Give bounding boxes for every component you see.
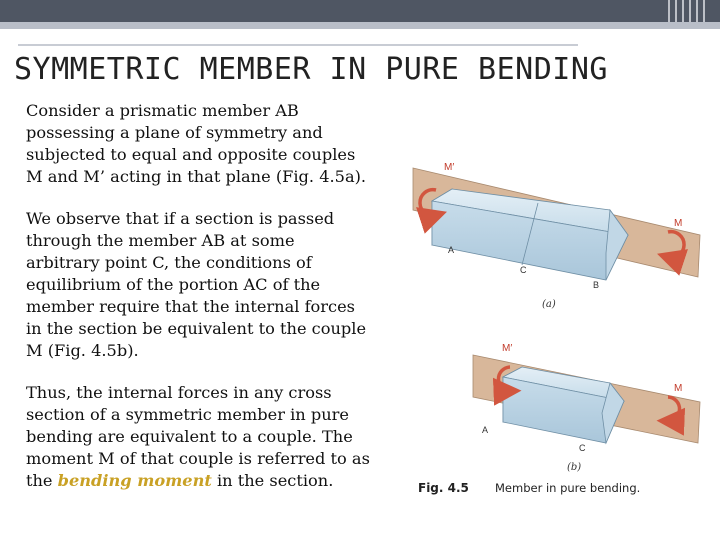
header-decoration [668,0,710,22]
label-a-b: A [482,425,489,435]
slide-title: SYMMETRIC MEMBER IN PURE BENDING [14,52,608,87]
label-b-a: B [593,280,600,290]
label-c-a: C [520,265,527,275]
bending-figure [410,145,702,505]
paragraph-2: We observe that if a section is passed through the member AB at some arbitrary point C, the conditions of equilibrium of the portion AC of the member require that the internal forces in the section be equivalent to the couple M (Fig. 4.5b). [26,209,367,360]
label-c-b: C [579,443,586,453]
label-m-a: M [674,218,683,229]
header-bar [0,0,720,22]
bending-moment-term: bending moment [57,471,212,490]
paragraph-1: Consider a prismatic member AB possessing a plane of symmetry and subjected to equal and opposite couples M and M’ acting in that plane (Fig. 4.5a). [26,101,367,186]
figure-caption-text: Member in pure bending. [495,481,641,495]
body-text [26,100,371,512]
figure-part-b [473,343,700,473]
figure-caption-number: Fig. 4.5 [418,481,469,495]
figure-part-a [413,162,700,310]
label-m-prime-a: M′ [444,162,455,173]
sublabel-a: (a) [542,299,556,310]
label-m-prime-b: M′ [502,343,513,354]
title-rule [18,44,578,46]
paragraph-3 [26,382,371,492]
paragraph-3-start: Thus, the internal forces in any cross section of a symmetric member in pure bending are equivalent to a couple. The moment M of that couple is referred to as the [26,383,370,490]
label-a-a: A [448,245,455,255]
paragraph-3-end: in the section. [211,471,334,490]
header-accent-strip [0,22,720,29]
sublabel-b: (b) [567,462,582,473]
figure-4-5 [410,145,702,505]
label-m-b: M [674,383,683,394]
